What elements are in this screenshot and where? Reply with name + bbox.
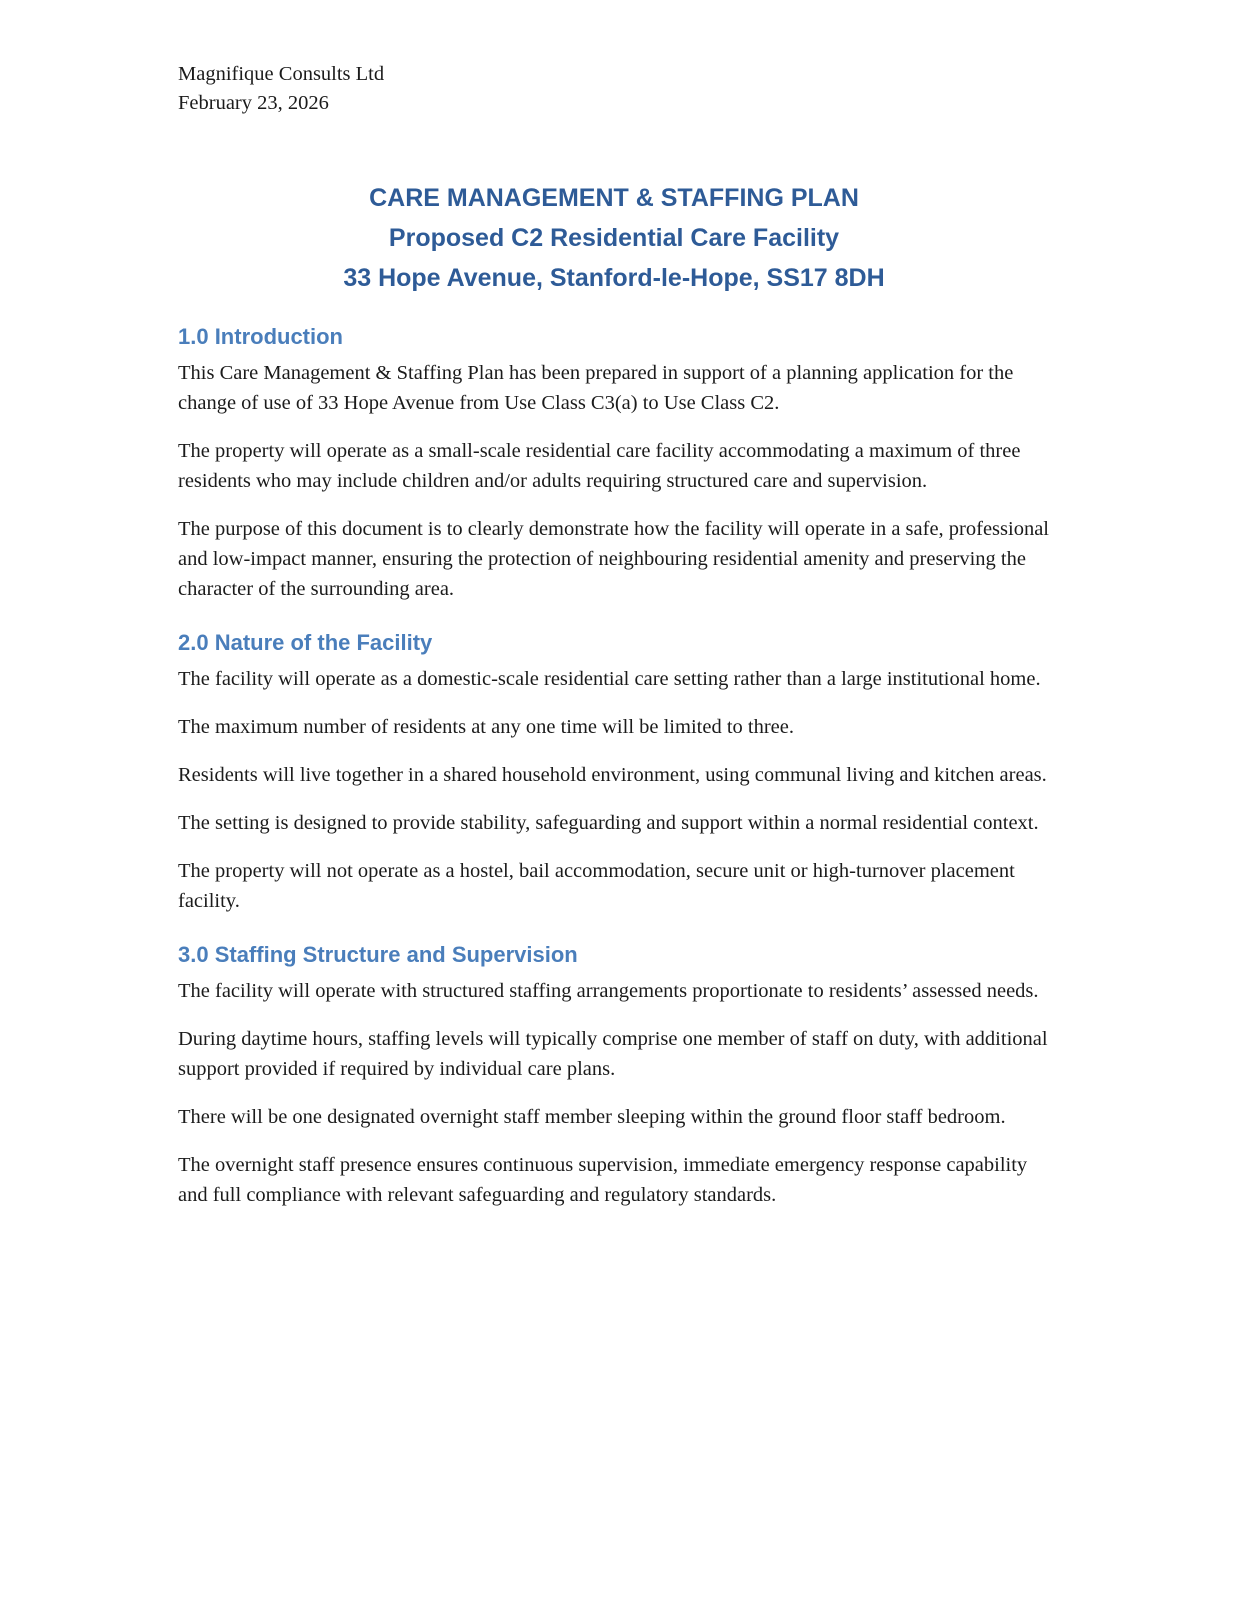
company-name: Magnifique Consults Ltd	[178, 63, 385, 85]
section-heading-staffing-structure: 3.0 Staffing Structure and Supervision	[178, 942, 578, 967]
section-heading-introduction: 1.0 Introduction	[178, 324, 343, 349]
paragraph: The property will operate as a small-scale residential care facility accommodating a maximum of three residents who may include children and/or adults requiring structured care and supervision.	[178, 440, 1021, 492]
paragraph: The maximum number of residents at any one time will be limited to three.	[178, 716, 794, 738]
paragraph: The facility will operate as a domestic-scale residential care setting rather than a large institutional home.	[178, 668, 1041, 690]
document-body	[178, 322, 1050, 1210]
paragraph: The facility will operate with structured staffing arrangements proportionate to residents’ assessed needs.	[178, 980, 1039, 1002]
section-nature-of-facility	[178, 628, 1050, 916]
paragraph: The property will not operate as a hostel, bail accommodation, secure unit or high-turnover placement facility.	[178, 860, 1015, 912]
document-subtitle: Proposed C2 Residential Care Facility	[388, 224, 840, 252]
paragraph: There will be one designated overnight staff member sleeping within the ground floor staff bedroom.	[178, 1106, 1006, 1128]
section-staffing-structure	[178, 940, 1050, 1210]
document-header	[178, 60, 1050, 118]
section-introduction	[178, 322, 1050, 604]
paragraph: The overnight staff presence ensures continuous supervision, immediate emergency response capability and full compliance with relevant safeguarding and regulatory standards.	[178, 1154, 1028, 1206]
document-title: CARE MANAGEMENT & STAFFING PLAN	[369, 184, 859, 212]
paragraph: This Care Management & Staffing Plan has been prepared in support of a planning application for the change of use of 33 Hope Avenue from Use Class C3(a) to Use Class C2.	[178, 362, 1014, 414]
paragraph: Residents will live together in a shared household environment, using communal living and kitchen areas.	[178, 764, 1047, 786]
document-address: 33 Hope Avenue, Stanford-le-Hope, SS17 8DH	[343, 264, 885, 292]
section-heading-nature-of-facility: 2.0 Nature of the Facility	[178, 630, 433, 655]
title-block	[178, 178, 1050, 298]
paragraph: The setting is designed to provide stability, safeguarding and support within a normal residential context.	[178, 812, 1039, 834]
paragraph: The purpose of this document is to clearly demonstrate how the facility will operate in a safe, professional and low-impact manner, ensuring the protection of neighbouring residential amenity and preserving the character of the surrounding area.	[178, 518, 1049, 600]
paragraph: During daytime hours, staffing levels will typically comprise one member of staff on duty, with additional support provided if required by individual care plans.	[178, 1028, 1048, 1080]
document-date: February 23, 2026	[178, 92, 329, 114]
